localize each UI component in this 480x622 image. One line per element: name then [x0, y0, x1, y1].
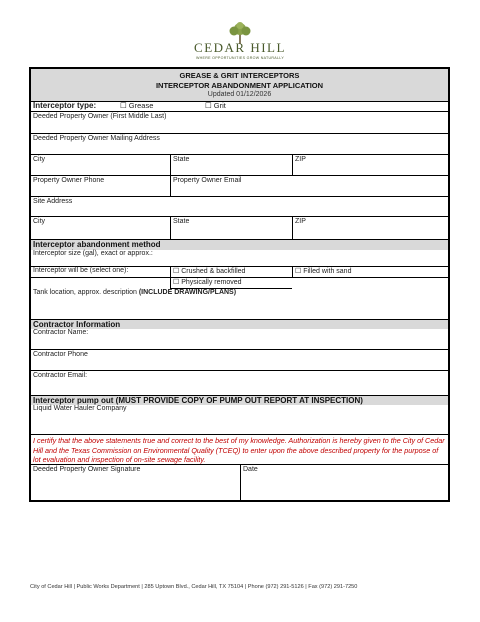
sand-checkbox[interactable]: ☐ Filled with sand — [292, 267, 448, 277]
owner-phone-field[interactable]: Property Owner Phone — [33, 177, 105, 184]
signature-row — [31, 465, 448, 500]
contractor-phone-row[interactable] — [31, 350, 448, 371]
site-address-row[interactable] — [31, 197, 448, 217]
site-zip-field[interactable]: ZIP — [292, 217, 448, 239]
tank-location-note: (INCLUDE DRAWING/PLANS) — [138, 289, 237, 296]
grit-checkbox[interactable]: ☐ Grit — [205, 101, 226, 110]
cedar-hill-logo — [190, 22, 290, 66]
contractor-section-title: Contractor Information — [31, 319, 448, 329]
owner-signature-field[interactable]: Deeded Property Owner Signature — [33, 466, 141, 473]
pumpout-section-title: Interceptor pump out (MUST PROVIDE COPY OF PUMP OUT REPORT AT INSPECTION) — [31, 395, 448, 405]
tank-location-row[interactable] — [31, 289, 448, 319]
owner-mailing-row[interactable] — [31, 134, 448, 155]
owner-name-row[interactable] — [31, 112, 448, 134]
interceptor-type-row — [31, 101, 448, 112]
abandonment-section-title: Interceptor abandonment method — [31, 239, 448, 250]
interceptor-size-label: Interceptor size (gal), exact or approx.: — [33, 250, 153, 257]
tank-location-text: Tank location, approx. description — [33, 289, 139, 296]
interceptor-will-be-row — [31, 267, 448, 278]
will-be-label: Interceptor will be (select one): — [33, 267, 129, 274]
owner-city-field[interactable]: City — [33, 156, 46, 163]
logo-tagline: WHERE OPPORTUNITIES GROW NATURALLY — [195, 56, 285, 60]
form-header — [31, 69, 448, 102]
logo-name: CEDAR HILL — [194, 40, 286, 55]
hauler-label: Liquid Water Hauler Company — [33, 405, 127, 412]
hauler-row[interactable] — [31, 405, 448, 435]
owner-zip-field[interactable]: ZIP — [292, 155, 448, 175]
interceptor-type-label: Interceptor type: — [33, 101, 97, 110]
grease-checkbox[interactable]: ☐ Grease — [120, 101, 154, 110]
updated-date: Updated 01/12/2026 — [207, 91, 272, 98]
owner-contact-row — [31, 176, 448, 197]
signature-date-field[interactable]: Date — [240, 465, 448, 500]
removed-row — [31, 278, 448, 289]
site-state-field[interactable]: State — [170, 217, 292, 239]
contractor-email-row[interactable] — [31, 371, 448, 395]
site-city-row — [31, 217, 448, 239]
crushed-checkbox[interactable]: ☐ Crushed & backfilled — [170, 267, 292, 277]
contractor-name-row[interactable] — [31, 329, 448, 350]
form-subtitle: INTERCEPTOR ABANDONMENT APPLICATION — [155, 80, 324, 90]
certification-text: I certify that the above statements true and correct to the best of my knowledge. Authorization is hereby given to the City of Cedar Hill and the Texas Commission on Environmental Quality (TCEQ) to enter upon the above described property for the purpose of lot evaluation and inspection of on-site sewage facility. — [33, 436, 445, 464]
page-footer: City of Cedar Hill | Public Works Department | 285 Uptown Blvd., Cedar Hill, TX 75104 | Phone (972) 291-5126 | Fax (972) 291-7250 — [30, 584, 358, 590]
interceptor-size-row[interactable] — [31, 250, 448, 267]
removed-checkbox[interactable]: ☐ Physically removed — [170, 278, 292, 289]
tank-location-label — [31, 289, 238, 319]
form-title: GREASE & GRIT INTERCEPTORS — [179, 71, 300, 80]
owner-mailing-label: Deeded Property Owner Mailing Address — [33, 135, 160, 142]
site-address-label: Site Address — [33, 198, 73, 205]
site-city-field[interactable]: City — [33, 218, 46, 225]
owner-name-label: Deeded Property Owner (First Middle Last) — [33, 113, 167, 120]
certification-row — [31, 435, 448, 465]
application-form — [29, 67, 450, 502]
owner-city-row — [31, 155, 448, 176]
contractor-phone-label: Contractor Phone — [33, 351, 88, 358]
contractor-name-label: Contractor Name: — [33, 329, 89, 336]
owner-state-field[interactable]: State — [170, 155, 292, 175]
owner-email-field[interactable]: Property Owner Email — [170, 176, 448, 196]
contractor-email-label: Contractor Email: — [33, 372, 88, 379]
